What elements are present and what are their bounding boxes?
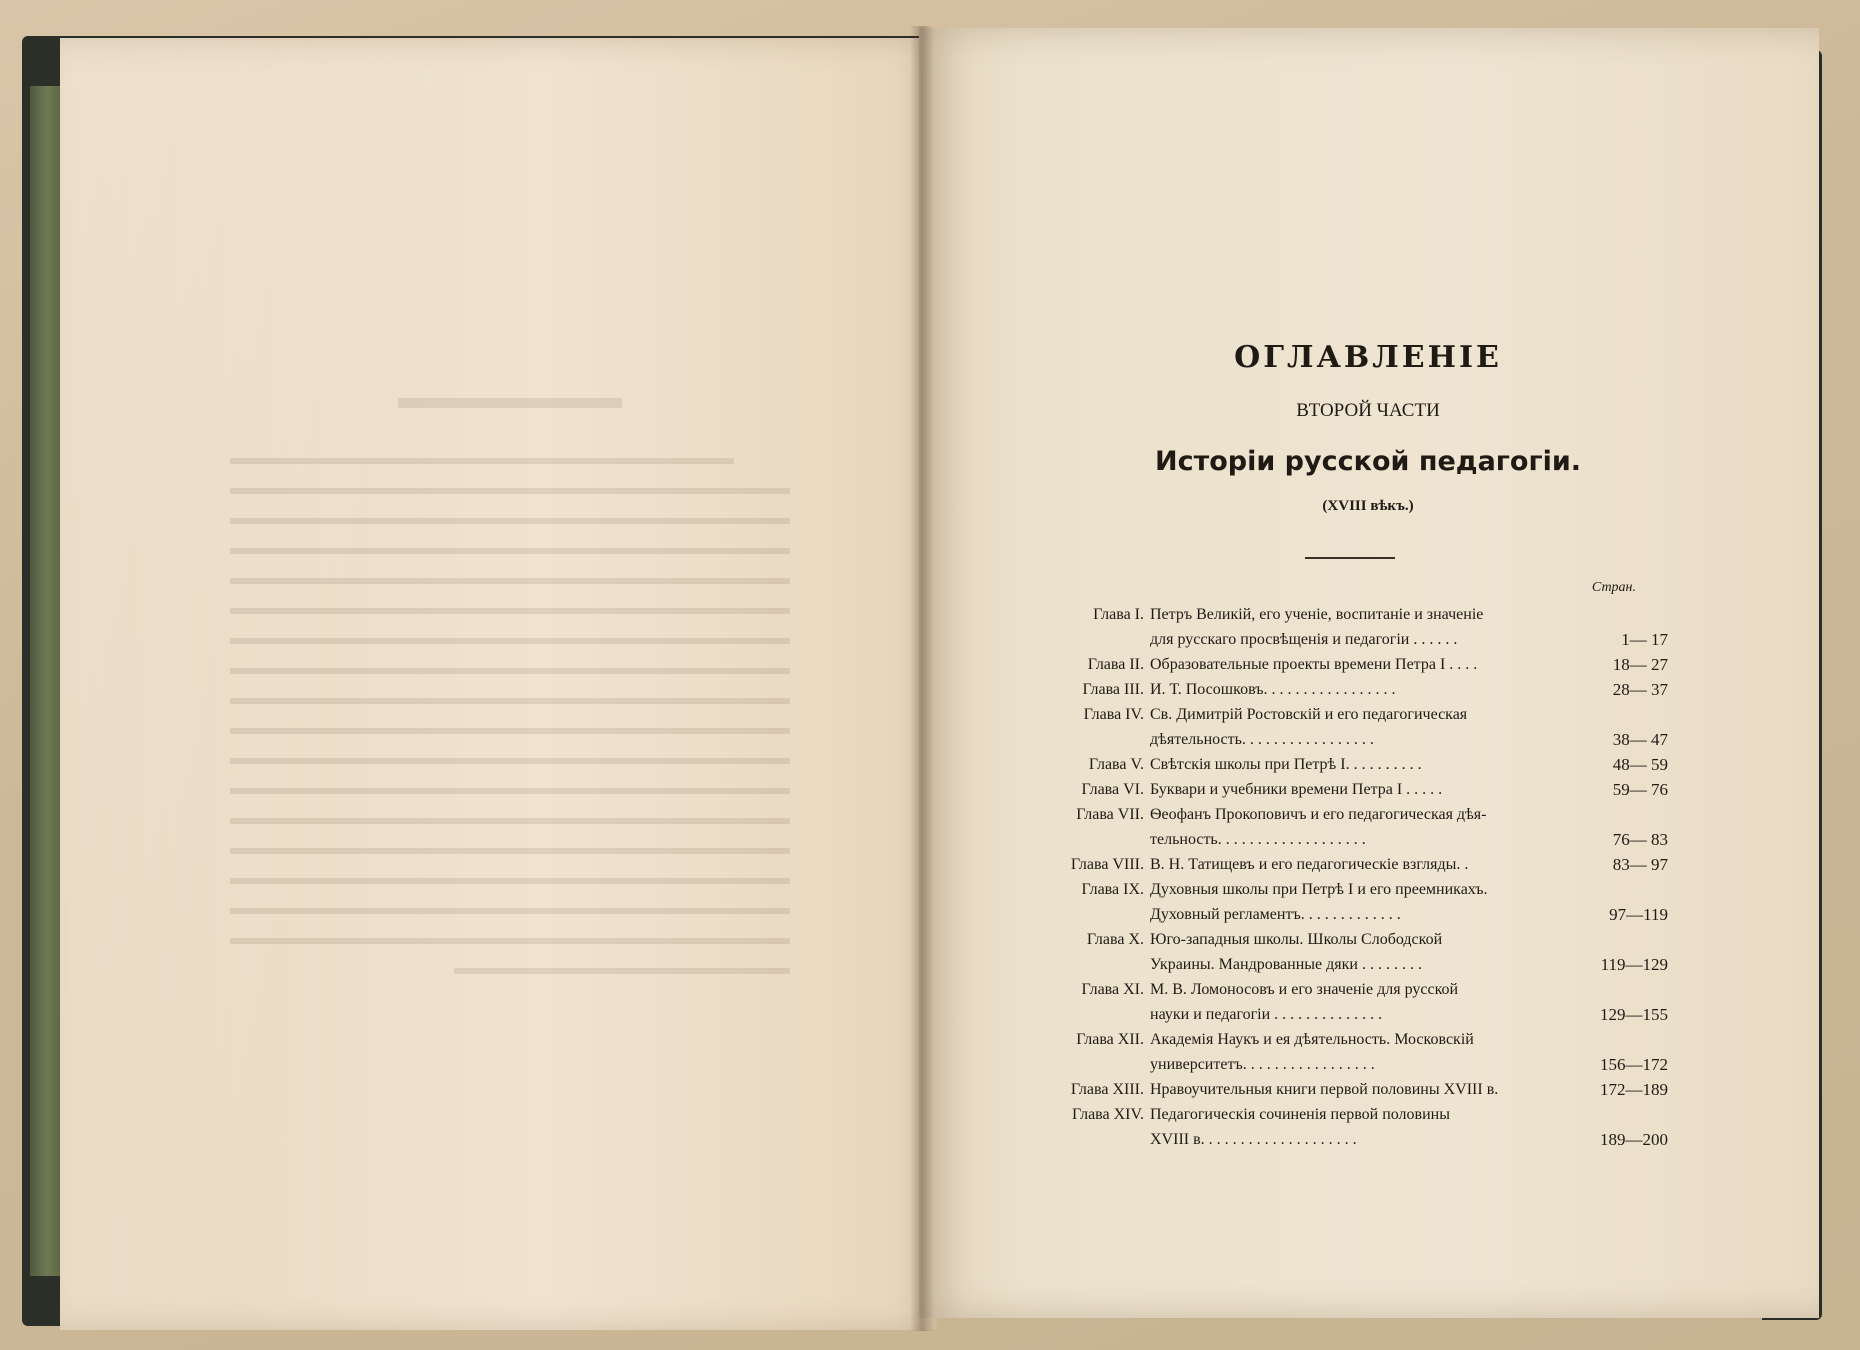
book-gutter (910, 26, 934, 1331)
chapter-title: Нравоучительныя книги первой половины XVIII в. (1150, 1081, 1499, 1098)
chapter-number: Глава II. (1087, 656, 1144, 673)
toc-entry (1048, 977, 1668, 1027)
chapter-pages: 189—200 (1600, 1130, 1668, 1149)
chapter-pages: 172—189 (1600, 1080, 1668, 1099)
book-cover-green-trim (30, 86, 64, 1276)
chapter-pages: 38— 47 (1612, 730, 1668, 749)
chapter-title: Св. Димитрій Ростовскій и его педагогическая дѣятельность. . . . . . . . . . . . . . . . . (1150, 706, 1468, 748)
chapter-title: М. В. Ломоносовъ и его значеніе для русской науки и педагогіи . . . . . . . . . . . . . . (1150, 981, 1459, 1023)
toc-entry (1048, 777, 1668, 802)
chapter-pages: 83— 97 (1612, 855, 1668, 874)
toc-entry (1048, 1102, 1668, 1152)
chapter-title: И. Т. Посошковъ. . . . . . . . . . . . . . . . . (1150, 681, 1396, 698)
chapter-title: Ѳеофанъ Прокоповичъ и его педагогическая дѣя- тельность. . . . . . . . . . . . . . . . . . . (1150, 806, 1487, 848)
chapter-number: Глава XII. (1076, 1031, 1144, 1048)
toc-pages-column-label: Стран. (1591, 580, 1636, 595)
chapter-pages: 1— 17 (1621, 630, 1668, 649)
toc-entry (1048, 677, 1668, 702)
toc-century: (XVIII вѣкъ.) (1322, 498, 1414, 514)
chapter-number: Глава XI. (1081, 981, 1144, 998)
toc-entry (1048, 752, 1668, 777)
chapter-title: В. Н. Татищевъ и его педагогическіе взгляды. . (1150, 856, 1469, 873)
left-page (60, 38, 937, 1330)
chapter-pages: 156—172 (1600, 1055, 1668, 1074)
chapter-pages: 97—119 (1609, 905, 1668, 924)
chapter-pages: 48— 59 (1612, 755, 1668, 774)
chapter-number: Глава X. (1086, 931, 1144, 948)
chapter-number: Глава VI. (1081, 781, 1144, 798)
chapter-title: Свѣтскія школы при Петрѣ I. . . . . . . . . . (1150, 756, 1422, 773)
toc-entry (1048, 802, 1668, 852)
chapter-pages: 119—129 (1600, 955, 1668, 974)
chapter-title: Академія Наукъ и ея дѣятельность. Московскій университетъ. . . . . . . . . . . . . . . . . (1150, 1031, 1474, 1073)
chapter-title: Буквари и учебники времени Петра I . . . . . (1150, 781, 1443, 798)
chapter-title: Педагогическія сочиненія первой половины XVIII в. . . . . . . . . . . . . . . . . . . . (1150, 1106, 1450, 1148)
chapter-number: Глава XIII. (1070, 1081, 1144, 1098)
chapter-number: Глава V. (1088, 756, 1144, 773)
toc-divider (1305, 557, 1395, 559)
chapter-pages: 59— 76 (1612, 780, 1668, 799)
chapter-pages: 28— 37 (1612, 680, 1668, 699)
chapter-number: Глава VII. (1076, 806, 1144, 823)
chapter-title: Образовательные проекты времени Петра I . . . . (1150, 656, 1478, 673)
toc-entry (1048, 852, 1668, 877)
toc-entry (1048, 877, 1668, 927)
toc-entry (1048, 652, 1668, 677)
chapter-number: Глава III. (1082, 681, 1144, 698)
toc-entry (1048, 927, 1668, 977)
toc-entry (1048, 1077, 1668, 1102)
chapter-number: Глава I. (1093, 606, 1144, 623)
chapter-number: Глава XIV. (1072, 1106, 1144, 1123)
chapter-number: Глава VIII. (1070, 856, 1144, 873)
chapter-pages: 129—155 (1600, 1005, 1668, 1024)
show-through-text (230, 398, 790, 1118)
toc-heading: ОГЛАВЛЕНІЕ (1234, 340, 1502, 375)
chapter-number: Глава IV. (1083, 706, 1144, 723)
toc-entry (1048, 602, 1668, 652)
toc-entry (1048, 702, 1668, 752)
chapter-pages: 76— 83 (1612, 830, 1668, 849)
chapter-title: Петръ Великій, его ученіе, воспитаніе и значеніе для русскаго просвѣщенія и педагогіи . . . . . . (1150, 606, 1484, 648)
toc-book-title: Исторіи русской педагогіи. (1154, 446, 1581, 477)
chapter-title: Духовныя школы при Петрѣ I и его преемникахъ. Духовный регламентъ. . . . . . . . . . . . . (1150, 881, 1488, 923)
chapter-number: Глава IX. (1081, 881, 1144, 898)
chapter-pages: 18— 27 (1612, 655, 1668, 674)
toc-entry (1048, 1027, 1668, 1077)
toc-subheading: ВТОРОЙ ЧАСТИ (1296, 400, 1440, 421)
chapter-title: Юго-западныя школы. Школы Слободской Украины. Мандрованные дяки . . . . . . . . (1150, 931, 1443, 973)
toc-entry-list (1048, 602, 1668, 1152)
